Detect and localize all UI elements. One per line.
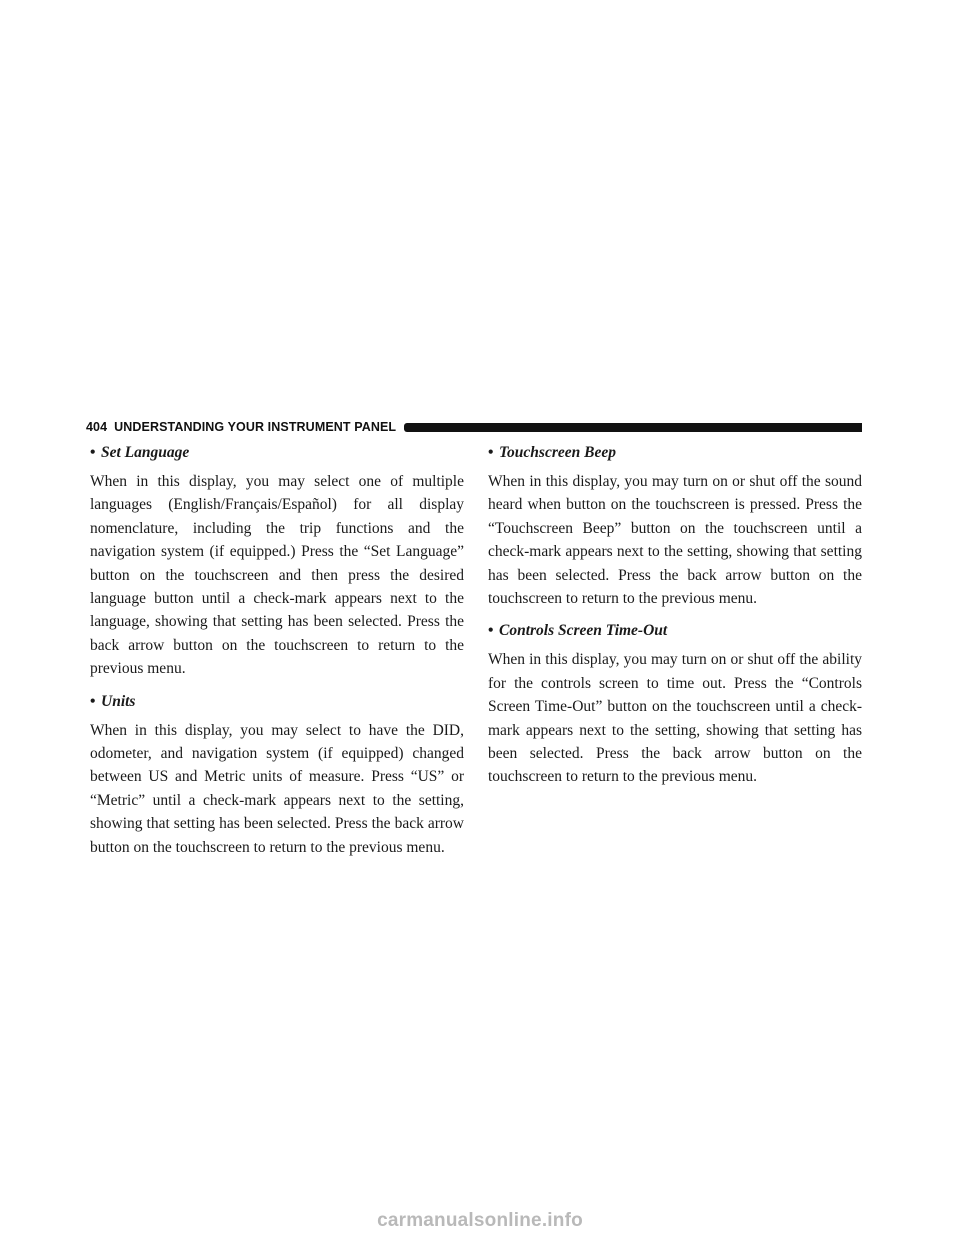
bullet-heading-controls-screen-time-out [488,620,862,642]
bullet-icon: • [90,444,96,461]
heading-text: Controls Screen Time-Out [499,622,668,640]
bullet-heading-set-language [90,442,464,464]
bullet-icon: • [488,444,494,461]
bullet-icon: • [90,692,96,710]
bullet-heading-units [90,691,464,713]
bullet-heading-touchscreen-beep [488,442,862,464]
page-header [86,418,862,436]
watermark: carmanualsonline.info [377,1210,583,1231]
left-column [90,442,464,869]
right-column [488,442,862,799]
paragraph-controls-screen-time-out: When in this display, you may turn on or shut off the ability for the controls screen to time out. Press the “Controls Screen Time-Out” button on the touchscreen until a check-mark appears next to the setting, showing that setting has been selected. Press the back arrow button on the touchscreen to return to the previous menu. [488,651,862,786]
heading-text: Units [101,692,136,710]
section-title: UNDERSTANDING YOUR INSTRUMENT PANEL [114,420,397,434]
heading-text: Touchscreen Beep [499,444,616,461]
heading-text: Set Language [101,444,190,461]
paragraph-touchscreen-beep: When in this display, you may turn on or shut off the sound heard when button on the touchscreen is pressed. Press the “Touchscreen Beep” button on the touchscreen until a check-mark appears next to the setting, showing that setting has been selected. Press the back arrow button on the touchscreen to return to the previous menu. [488,473,862,608]
page-number: 404 [86,420,108,434]
bullet-icon: • [488,622,494,640]
paragraph-units: When in this display, you may select to have the DID, odometer, and navigation system (if equipped) changed between US and Metric units of measure. Press “US” or “Metric” until a check-mark appears next to the setting, showing that setting has been selected. Press the back arrow button on the touchscreen to return to the previous menu. [90,721,464,856]
paragraph-set-language: When in this display, you may select one of multiple languages (English/Français/Español) for all display nomenclature, including the trip functions and the navigation system (if equipped.) Press the “Set Language” button on the touchscreen and then press the desired language button until a check-mark appears next to the language, showing that setting has been selected. Press the back arrow button on the touchscreen to return to the previous menu. [90,473,464,678]
header-rule [404,423,862,432]
